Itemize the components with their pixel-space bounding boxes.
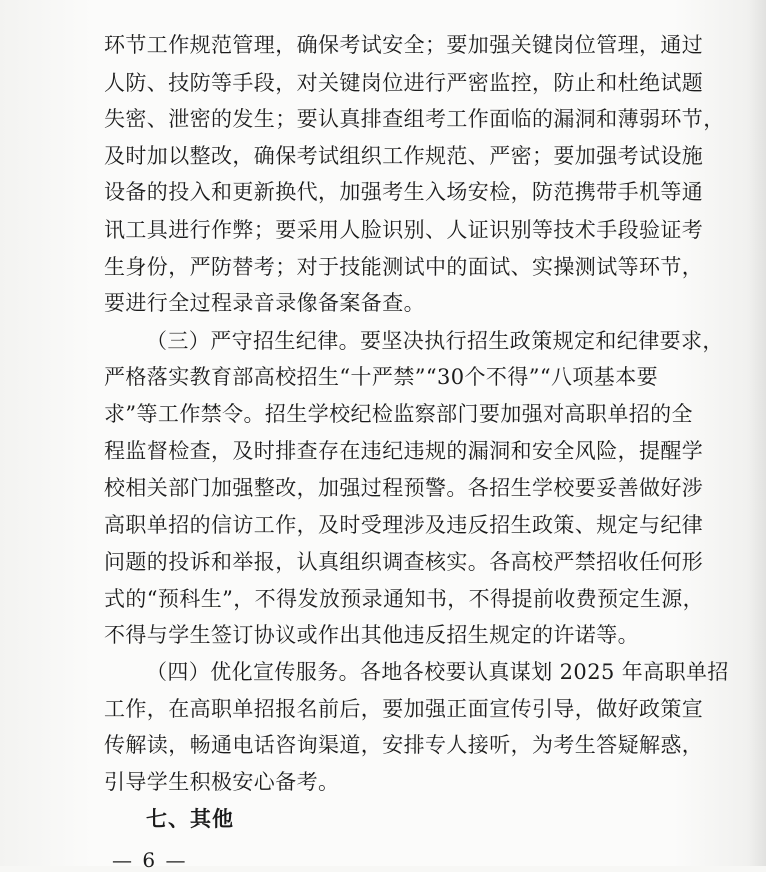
paragraph-line: 生身份，严防替考；对于技能测试中的面试、实操测试等环节， [104,255,704,279]
page-number: — 6 — [112,848,188,872]
paragraph-line: 要进行全过程录音录像备案备查。 [104,291,425,315]
paragraph-line: （三）严守招生纪律。要坚决执行招生政策规定和纪律要求， [146,329,724,353]
paragraph-line: 校相关部门加强整改，加强过程预警。各招生学校要妥善做好涉 [104,476,704,500]
paragraph-line: 讯工具进行作弊；要采用人脸识别、人证识别等技术手段验证考 [104,218,704,242]
paragraph-line: 传解读，畅通电话咨询渠道，安排专人接听，为考生答疑解惑， [104,733,704,757]
paragraph-line: 问题的投诉和举报，认真组织调查核实。各高校严禁招收任何形 [104,550,704,574]
section-heading: 七、其他 [146,807,234,831]
paragraph-line: 环节工作规范管理，确保考试安全；要加强关键岗位管理，通过 [104,33,704,57]
paragraph-line: （四）优化宣传服务。各地各校要认真谋划 2025 年高职单招 [146,660,729,684]
paragraph-line: 工作，在高职单招报名前后，要加强正面宣传引导，做好政策宣 [104,697,704,721]
paragraph-line: 失密、泄密的发生；要认真排查组考工作面临的漏洞和薄弱环节， [104,107,725,131]
paragraph-line: 引导学生积极安心备考。 [104,770,340,794]
paragraph-line: 式的“预科生”，不得发放预录通知书，不得提前收费预定生源， [104,587,705,611]
page-edge-shadow [748,0,766,866]
paragraph-line: 高职单招的信访工作，及时受理涉及违反招生政策、规定与纪律 [104,513,704,537]
paragraph-line: 人防、技防等手段，对关键岗位进行严密监控，防止和杜绝试题 [104,71,704,95]
paragraph-line: 及时加以整改，确保考试组织工作规范、严密；要加强考试设施 [104,144,704,168]
paragraph-line: 设备的投入和更新换代，加强考生入场安检，防范携带手机等通 [104,180,704,204]
paragraph-line: 程监督检查，及时排查存在违纪违规的漏洞和安全风险，提醒学 [104,439,704,463]
paragraph-line: 求”等工作禁令。招生学校纪检监察部门要加强对高职单招的全 [104,402,693,426]
paragraph-line: 严格落实教育部高校招生“十严禁”“30个不得”“八项基本要 [104,365,658,389]
paragraph-line: 不得与学生签订协议或作出其他违反招生规定的许诺等。 [104,623,639,647]
